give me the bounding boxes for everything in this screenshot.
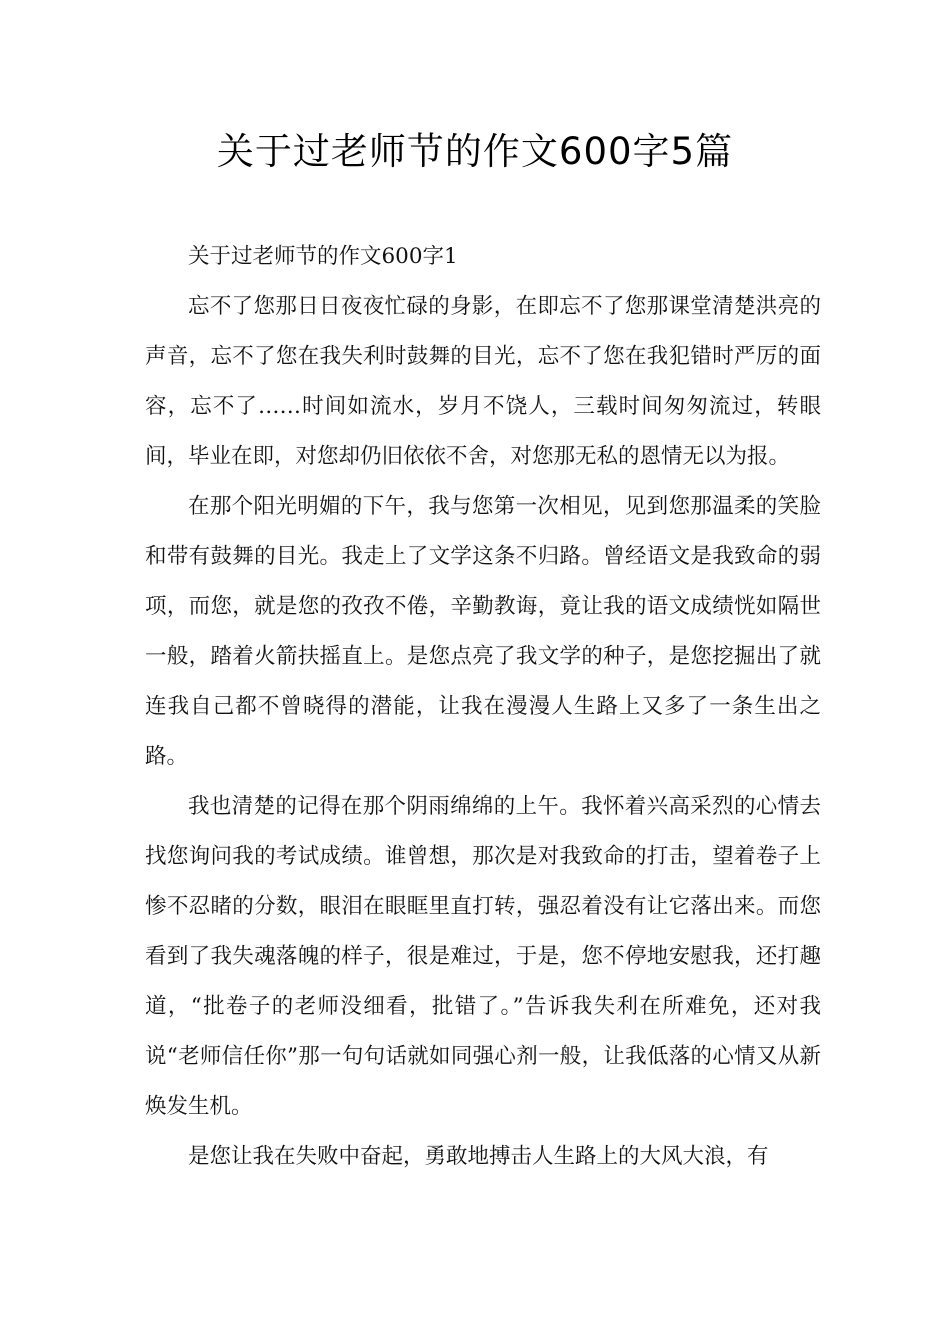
essay-subtitle: 关于过老师节的作文600字1 — [188, 244, 458, 269]
paragraph: 是您让我在失败中奋起，勇敢地搏击人生路上的大风大浪，有 — [188, 1144, 769, 1169]
paragraph: 在那个阳光明媚的下午，我与您第一次相见，见到您那温柔的笑脸和带有鼓舞的目光。我走上了文学这条不归路。曾经语文是我致命的弱项，而您，就是您的孜孜不倦，辛勤教诲，竟让我的语文成绩恍如隔世一般，踏着火箭扶摇直上。是您点亮了我文学的种子，是您挖掘出了就连我自己都不曾晓得的潜能，让我在漫漫人生路上又多了一条生出之路。 — [145, 494, 821, 769]
paragraph: 忘不了您那日日夜夜忙碌的身影，在即忘不了您那课堂清楚洪亮的声音，忘不了您在我失利时鼓舞的目光，忘不了您在我犯错时严厉的面容，忘不了……时间如流水，岁月不饶人，三载时间匆匆流过，转眼间，毕业在即，对您却仍旧依依不舍，对您那无私的恩情无以为报。 — [145, 294, 821, 469]
document-title: 关于过老师节的作文600字5篇 — [216, 130, 734, 173]
document-body — [145, 232, 821, 1182]
paragraph: 我也清楚的记得在那个阴雨绵绵的上午。我怀着兴高采烈的心情去找您询问我的考试成绩。谁曾想，那次是对我致命的打击，望着卷子上惨不忍睹的分数，眼泪在眼眶里直打转，强忍着没有让它落出来。而您看到了我失魂落魄的样子，很是难过，于是，您不停地安慰我，还打趣道，“批卷子的老师没细看，批错了。”告诉我失利在所难免，还对我说“老师信任你”那一句句话就如同强心剂一般，让我低落的心情又从新焕发生机。 — [145, 794, 821, 1119]
